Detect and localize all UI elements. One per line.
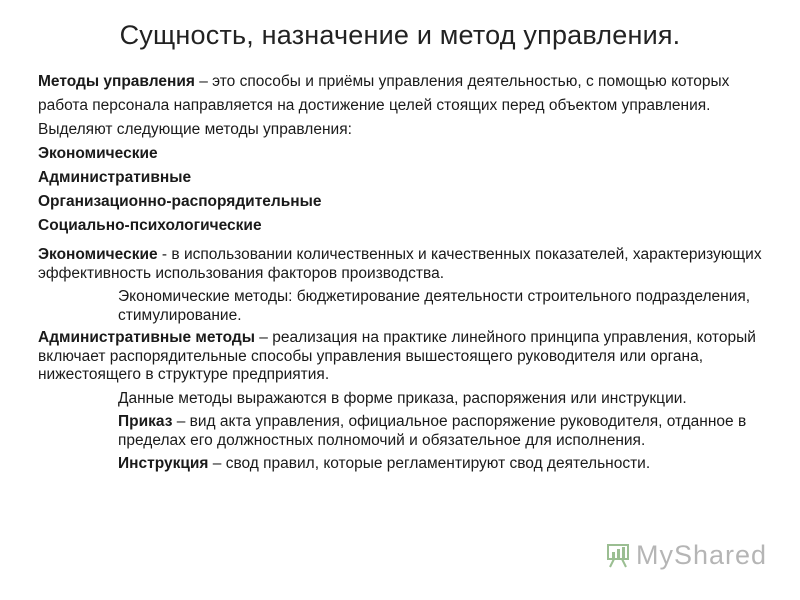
list-intro: Выделяют следующие методы управления: bbox=[38, 121, 352, 138]
watermark bbox=[606, 540, 767, 571]
administrative-paragraph bbox=[38, 329, 768, 385]
watermark-text: MyShared bbox=[636, 540, 768, 570]
intro-term: Методы управления bbox=[38, 73, 195, 90]
method-item-administrative: Административные bbox=[38, 169, 192, 186]
administrative-term: Административные методы bbox=[38, 329, 255, 346]
order-term: Приказ bbox=[118, 413, 173, 430]
administrative-forms: Данные методы выражаются в форме приказа, распоряжения или инструкции. bbox=[118, 389, 687, 407]
intro-definition: – это способы и приёмы управления деятельностью, с помощью которых работа персонала направляется на достижение целей стоящих перед объектом управления. bbox=[38, 73, 730, 114]
instruction-term: Инструкция bbox=[118, 455, 209, 472]
order-definition: – вид акта управления, официальное распоряжение руководителя, отданное в пределах его должностных полномочий и обязательное для исполнения. bbox=[118, 413, 747, 449]
economic-definition: - в использовании количественных и качественных показателей, характеризующих эффективность использования факторов производства. bbox=[38, 246, 762, 282]
myshared-logo-icon bbox=[606, 543, 630, 569]
slide-content bbox=[38, 70, 768, 474]
page-title: Сущность, назначение и метод управления. bbox=[119, 20, 681, 50]
economic-paragraph bbox=[38, 246, 768, 283]
method-item-social: Социально-психологические bbox=[38, 217, 262, 234]
instruction-paragraph bbox=[38, 455, 768, 474]
order-paragraph bbox=[38, 413, 768, 450]
instruction-definition: – свод правил, которые регламентируют свод деятельности. bbox=[208, 455, 651, 472]
economic-term: Экономические bbox=[38, 246, 158, 263]
intro-paragraph bbox=[38, 70, 768, 118]
administrative-definition: – реализация на практике линейного принципа управления, который включает распорядительные способы управления вышестоящего руководителя или органа, нижестоящего в структуре предприятия. bbox=[38, 329, 756, 383]
method-item-economic: Экономические bbox=[38, 145, 158, 162]
method-item-organizational: Организационно-распорядительные bbox=[38, 193, 322, 210]
economic-example: Экономические методы: бюджетирование деятельности строительного подразделения, стимулирование. bbox=[118, 288, 751, 324]
